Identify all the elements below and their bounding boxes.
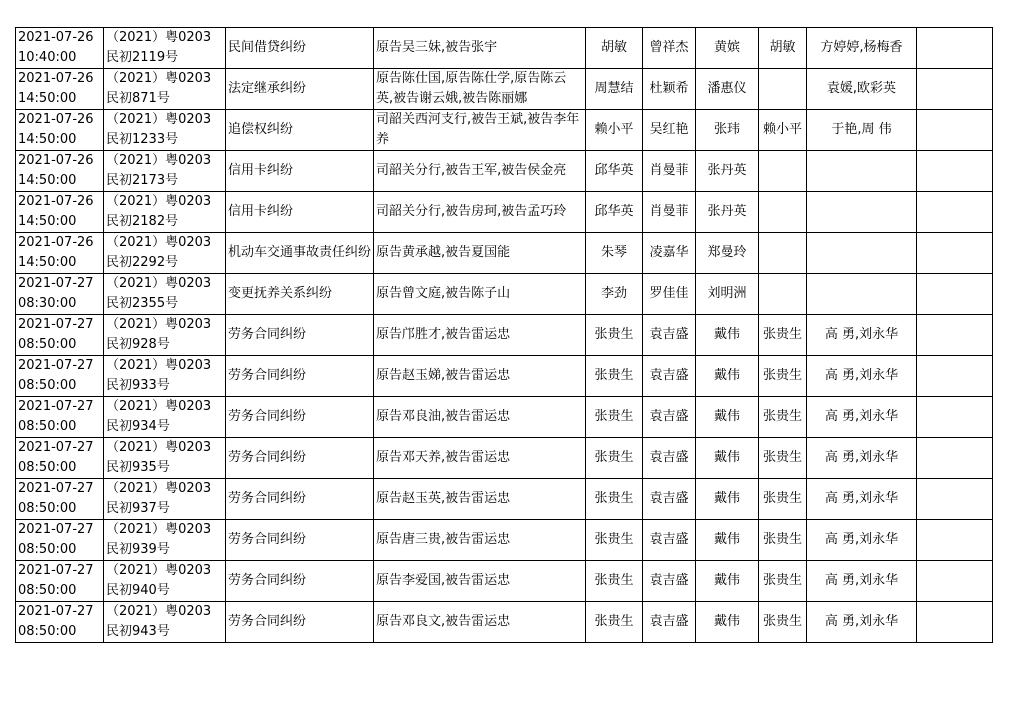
panel-member-cell: 胡敏 (759, 28, 807, 69)
panel-member-cell: 戴伟 (696, 520, 759, 561)
table-row (16, 561, 993, 602)
presiding-judge-cell: 赖小平 (586, 110, 643, 151)
presiding-judge-cell: 张贵生 (586, 315, 643, 356)
case-number-cell: （2021）粤0203 民初2292号 (104, 233, 226, 274)
panel-member-cell (759, 151, 807, 192)
presiding-judge-cell: 张贵生 (586, 602, 643, 643)
presiding-judge-cell: 胡敏 (586, 28, 643, 69)
presiding-judge-cell: 朱琴 (586, 233, 643, 274)
hearing-schedule-table (15, 27, 993, 643)
parties-cell: 原告曾文庭,被告陈子山 (374, 274, 586, 315)
panel-member-cell: 袁吉盛 (643, 356, 696, 397)
panel-member-cell: 杜颖希 (643, 69, 696, 110)
empty-cell (917, 356, 993, 397)
case-type-cell: 劳务合同纠纷 (226, 315, 374, 356)
parties-cell: 原告陈仕国,原告陈仕学,原告陈云英,被告谢云娥,被告陈丽娜 (374, 69, 586, 110)
panel-member-cell: 戴伟 (696, 561, 759, 602)
panel-member-cell: 黄嫔 (696, 28, 759, 69)
empty-cell (917, 274, 993, 315)
empty-cell (917, 233, 993, 274)
panel-member-cell: 戴伟 (696, 602, 759, 643)
case-number-cell: （2021）粤0203 民初2173号 (104, 151, 226, 192)
parties-cell: 司韶关分行,被告王军,被告侯金亮 (374, 151, 586, 192)
case-type-cell: 机动车交通事故责任纠纷 (226, 233, 374, 274)
panel-member-cell: 张贵生 (759, 561, 807, 602)
panel-member-cell: 吴红艳 (643, 110, 696, 151)
table-row (16, 438, 993, 479)
case-number-cell: （2021）粤0203 民初943号 (104, 602, 226, 643)
empty-cell (917, 479, 993, 520)
parties-cell: 原告邓天养,被告雷运忠 (374, 438, 586, 479)
parties-cell: 原告黄承越,被告夏国能 (374, 233, 586, 274)
clerk-cell (807, 192, 917, 233)
hearing-time-cell: 2021-07-27 08:50:00 (16, 356, 104, 397)
panel-member-cell: 张贵生 (759, 356, 807, 397)
case-number-cell: （2021）粤0203 民初935号 (104, 438, 226, 479)
panel-member-cell: 张贵生 (759, 397, 807, 438)
case-number-cell: （2021）粤0203 民初871号 (104, 69, 226, 110)
presiding-judge-cell: 邱华英 (586, 192, 643, 233)
panel-member-cell: 袁吉盛 (643, 561, 696, 602)
clerk-cell (807, 233, 917, 274)
parties-cell: 原告邓良油,被告雷运忠 (374, 397, 586, 438)
table-row (16, 397, 993, 438)
panel-member-cell: 戴伟 (696, 356, 759, 397)
empty-cell (917, 520, 993, 561)
parties-cell: 司韶关分行,被告房珂,被告孟巧玲 (374, 192, 586, 233)
empty-cell (917, 561, 993, 602)
parties-cell: 原告唐三贵,被告雷运忠 (374, 520, 586, 561)
panel-member-cell: 郑曼玲 (696, 233, 759, 274)
panel-member-cell (759, 274, 807, 315)
hearing-time-cell: 2021-07-27 08:50:00 (16, 602, 104, 643)
case-type-cell: 变更抚养关系纠纷 (226, 274, 374, 315)
case-type-cell: 劳务合同纠纷 (226, 356, 374, 397)
panel-member-cell: 袁吉盛 (643, 602, 696, 643)
empty-cell (917, 192, 993, 233)
case-number-cell: （2021）粤0203 民初940号 (104, 561, 226, 602)
clerk-cell: 方婷婷,杨梅香 (807, 28, 917, 69)
parties-cell: 原告邝胜才,被告雷运忠 (374, 315, 586, 356)
panel-member-cell: 张贵生 (759, 438, 807, 479)
empty-cell (917, 110, 993, 151)
panel-member-cell: 肖曼菲 (643, 192, 696, 233)
clerk-cell: 袁媛,欧彩英 (807, 69, 917, 110)
clerk-cell: 于艳,周 伟 (807, 110, 917, 151)
table-row (16, 315, 993, 356)
panel-member-cell: 张丹英 (696, 192, 759, 233)
panel-member-cell: 袁吉盛 (643, 315, 696, 356)
hearing-time-cell: 2021-07-27 08:50:00 (16, 479, 104, 520)
empty-cell (917, 602, 993, 643)
case-type-cell: 信用卡纠纷 (226, 151, 374, 192)
panel-member-cell: 曾祥杰 (643, 28, 696, 69)
panel-member-cell: 戴伟 (696, 397, 759, 438)
case-type-cell: 信用卡纠纷 (226, 192, 374, 233)
panel-member-cell: 戴伟 (696, 315, 759, 356)
clerk-cell: 高 勇,刘永华 (807, 520, 917, 561)
table-row (16, 110, 993, 151)
table-row (16, 151, 993, 192)
case-number-cell: （2021）粤0203 民初933号 (104, 356, 226, 397)
parties-cell: 司韶关西河支行,被告王斌,被告李年养 (374, 110, 586, 151)
hearing-time-cell: 2021-07-27 08:50:00 (16, 520, 104, 561)
panel-member-cell: 袁吉盛 (643, 438, 696, 479)
clerk-cell: 高 勇,刘永华 (807, 397, 917, 438)
case-type-cell: 劳务合同纠纷 (226, 438, 374, 479)
empty-cell (917, 28, 993, 69)
case-type-cell: 法定继承纠纷 (226, 69, 374, 110)
clerk-cell: 高 勇,刘永华 (807, 315, 917, 356)
clerk-cell: 高 勇,刘永华 (807, 561, 917, 602)
case-number-cell: （2021）粤0203 民初928号 (104, 315, 226, 356)
hearing-time-cell: 2021-07-27 08:50:00 (16, 315, 104, 356)
panel-member-cell: 张贵生 (759, 602, 807, 643)
hearing-time-cell: 2021-07-26 14:50:00 (16, 192, 104, 233)
table-row (16, 233, 993, 274)
panel-member-cell: 袁吉盛 (643, 397, 696, 438)
presiding-judge-cell: 张贵生 (586, 438, 643, 479)
table-row (16, 356, 993, 397)
parties-cell: 原告赵玉娣,被告雷运忠 (374, 356, 586, 397)
panel-member-cell: 张贵生 (759, 479, 807, 520)
panel-member-cell: 肖曼菲 (643, 151, 696, 192)
panel-member-cell: 袁吉盛 (643, 479, 696, 520)
empty-cell (917, 397, 993, 438)
table-row (16, 520, 993, 561)
panel-member-cell: 戴伟 (696, 438, 759, 479)
table-row (16, 192, 993, 233)
table-row (16, 479, 993, 520)
panel-member-cell: 袁吉盛 (643, 520, 696, 561)
clerk-cell: 高 勇,刘永华 (807, 438, 917, 479)
parties-cell: 原告李爱国,被告雷运忠 (374, 561, 586, 602)
parties-cell: 原告吴三妹,被告张宇 (374, 28, 586, 69)
case-number-cell: （2021）粤0203 民初1233号 (104, 110, 226, 151)
clerk-cell: 高 勇,刘永华 (807, 356, 917, 397)
hearing-time-cell: 2021-07-27 08:30:00 (16, 274, 104, 315)
clerk-cell (807, 151, 917, 192)
clerk-cell: 高 勇,刘永华 (807, 602, 917, 643)
case-type-cell: 追偿权纠纷 (226, 110, 374, 151)
parties-cell: 原告赵玉英,被告雷运忠 (374, 479, 586, 520)
hearing-time-cell: 2021-07-27 08:50:00 (16, 561, 104, 602)
presiding-judge-cell: 周慧结 (586, 69, 643, 110)
presiding-judge-cell: 李劲 (586, 274, 643, 315)
table-body (16, 28, 993, 643)
parties-cell: 原告邓良文,被告雷运忠 (374, 602, 586, 643)
presiding-judge-cell: 张贵生 (586, 397, 643, 438)
case-number-cell: （2021）粤0203 民初939号 (104, 520, 226, 561)
case-number-cell: （2021）粤0203 民初2355号 (104, 274, 226, 315)
panel-member-cell: 张丹英 (696, 151, 759, 192)
table-row (16, 274, 993, 315)
panel-member-cell (759, 233, 807, 274)
panel-member-cell: 张玮 (696, 110, 759, 151)
case-type-cell: 民间借贷纠纷 (226, 28, 374, 69)
case-type-cell: 劳务合同纠纷 (226, 479, 374, 520)
hearing-time-cell: 2021-07-26 14:50:00 (16, 151, 104, 192)
hearing-time-cell: 2021-07-26 14:50:00 (16, 110, 104, 151)
presiding-judge-cell: 张贵生 (586, 356, 643, 397)
table-row (16, 69, 993, 110)
case-type-cell: 劳务合同纠纷 (226, 397, 374, 438)
hearing-time-cell: 2021-07-26 14:50:00 (16, 69, 104, 110)
panel-member-cell: 戴伟 (696, 479, 759, 520)
panel-member-cell: 赖小平 (759, 110, 807, 151)
case-number-cell: （2021）粤0203 民初934号 (104, 397, 226, 438)
presiding-judge-cell: 邱华英 (586, 151, 643, 192)
panel-member-cell (759, 192, 807, 233)
table-row (16, 28, 993, 69)
presiding-judge-cell: 张贵生 (586, 561, 643, 602)
panel-member-cell (759, 69, 807, 110)
empty-cell (917, 69, 993, 110)
panel-member-cell: 刘明洲 (696, 274, 759, 315)
case-number-cell: （2021）粤0203 民初937号 (104, 479, 226, 520)
hearing-time-cell: 2021-07-27 08:50:00 (16, 397, 104, 438)
panel-member-cell: 潘惠仪 (696, 69, 759, 110)
table-row (16, 602, 993, 643)
clerk-cell (807, 274, 917, 315)
hearing-time-cell: 2021-07-26 14:50:00 (16, 233, 104, 274)
panel-member-cell: 凌嘉华 (643, 233, 696, 274)
empty-cell (917, 438, 993, 479)
case-type-cell: 劳务合同纠纷 (226, 602, 374, 643)
presiding-judge-cell: 张贵生 (586, 520, 643, 561)
case-number-cell: （2021）粤0203 民初2182号 (104, 192, 226, 233)
presiding-judge-cell: 张贵生 (586, 479, 643, 520)
panel-member-cell: 张贵生 (759, 520, 807, 561)
hearing-time-cell: 2021-07-26 10:40:00 (16, 28, 104, 69)
panel-member-cell: 张贵生 (759, 315, 807, 356)
panel-member-cell: 罗佳佳 (643, 274, 696, 315)
case-number-cell: （2021）粤0203 民初2119号 (104, 28, 226, 69)
empty-cell (917, 151, 993, 192)
case-type-cell: 劳务合同纠纷 (226, 561, 374, 602)
hearing-time-cell: 2021-07-27 08:50:00 (16, 438, 104, 479)
case-type-cell: 劳务合同纠纷 (226, 520, 374, 561)
empty-cell (917, 315, 993, 356)
clerk-cell: 高 勇,刘永华 (807, 479, 917, 520)
